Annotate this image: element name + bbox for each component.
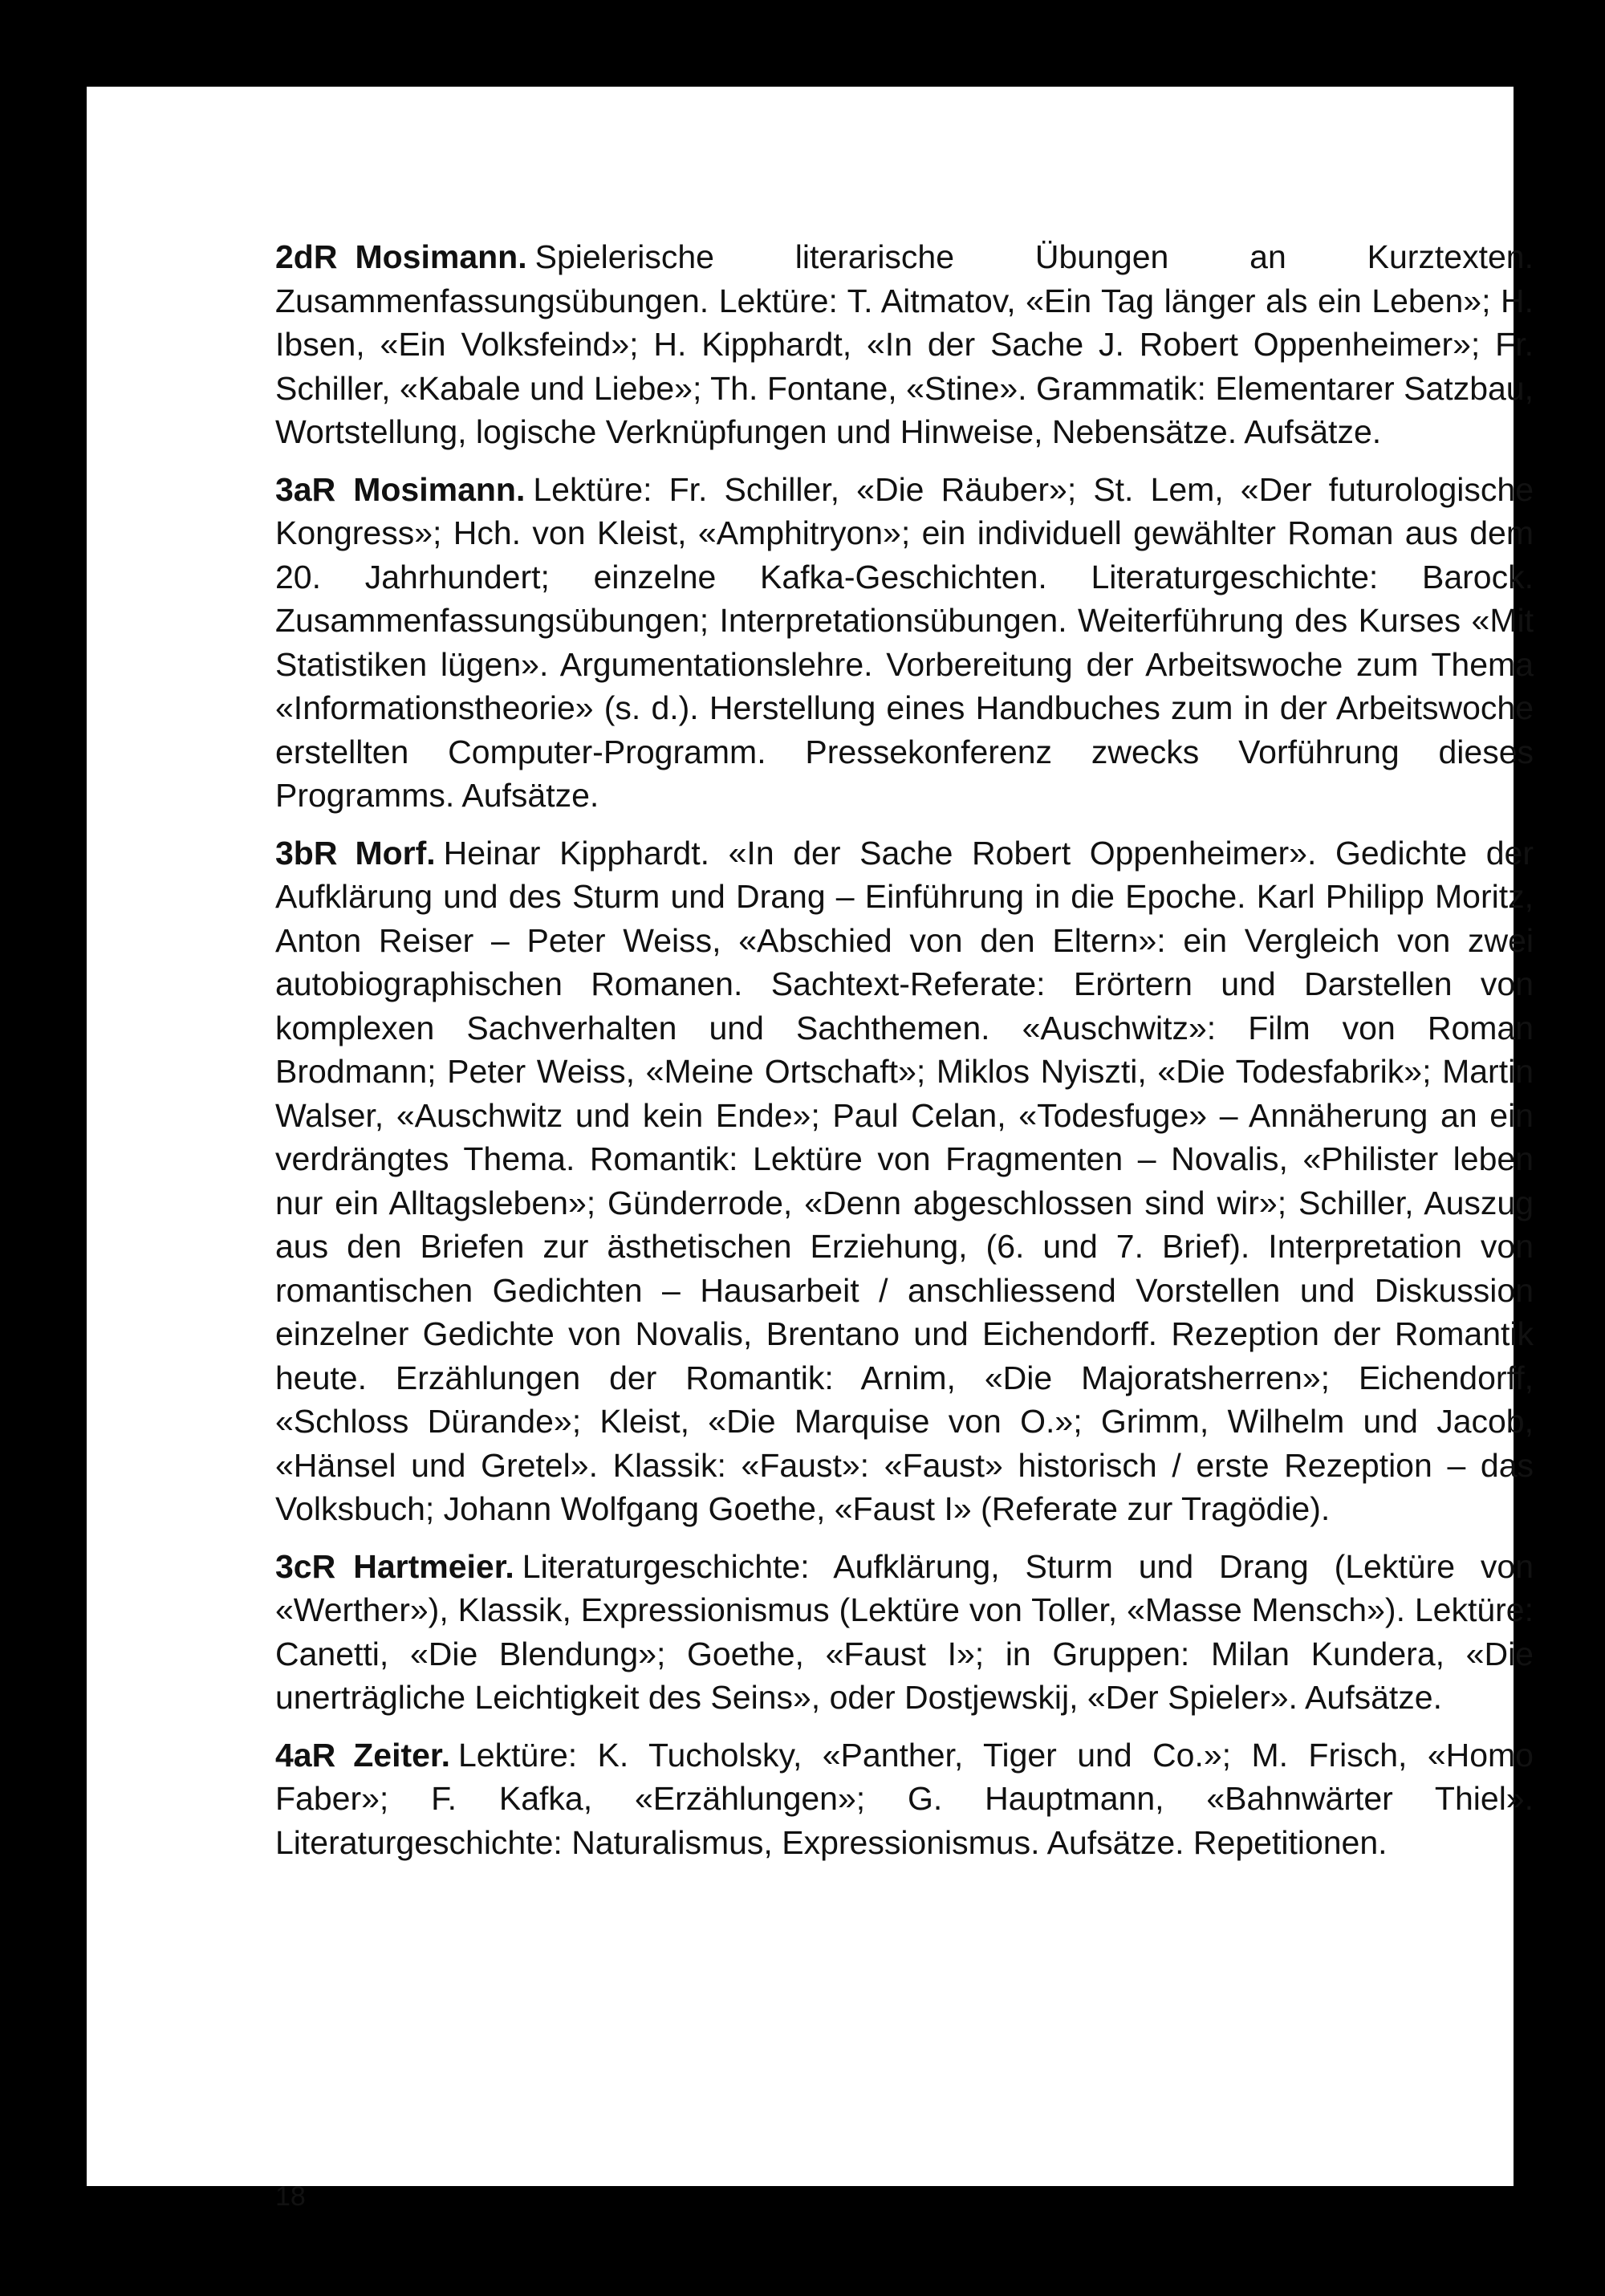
course-entry-3ar [275, 468, 1534, 818]
course-description: Spielerische literarische Übungen an Kurztexten. Zusammenfassungsübungen. Lektüre: T. Aitmatov, «Ein Tag länger als ein Leben»; H. Ibsen, «Ein Volksfeind»; H. Kipphardt, «In der Sache J. Robert Oppenheimer»; Fr. Schiller, «Kabale und Liebe»; Th. Fontane, «Stine». Grammatik: Elementarer Satzbau, Wortstellung, logische Verknüpfungen und Hinweise, Nebensätze. Aufsätze. [275, 238, 1534, 450]
course-description: Lektüre: Fr. Schiller, «Die Räuber»; St. Lem, «Der futurologische Kongress»; Hch. von Kleist, «Amphitryon»; ein individuell gewählter Roman aus dem 20. Jahrhundert; einzelne Kafka-Geschichten. Literaturgeschichte: Barock. Zusammenfassungsübungen; Interpretationsübungen. Weiterführung des Kurses «Mit Statistiken lügen». Argumentationslehre. Vorbereitung der Arbeitswoche zum Thema «Informationstheorie» (s. d.). Herstellung eines Handbuches zum in der Arbeitswoche erstellten Computer-Programm. Pressekonferenz zwecks Vorführung dieses Programms. Aufsätze. [275, 470, 1534, 814]
course-description: Lektüre: K. Tucholsky, «Panther, Tiger und Co.»; M. Frisch, «Homo Faber»; F. Kafka, «Erzählungen»; G. Hauptmann, «Bahnwärter Thiel». Literaturgeschichte: Naturalismus, Expressionismus. Aufsätze. Repetitionen. [275, 1736, 1534, 1861]
course-description: Literaturgeschichte: Aufklärung, Sturm und Drang (Lektüre von «Werther»), Klassik, Expressionismus (Lektüre von Toller, «Masse Mensch»). Lektüre: Canetti, «Die Blendung»; Goethe, «Faust I»; in Gruppen: Milan Kundera, «Die unerträgliche Leichtigkeit des Seins», oder Dostjewskij, «Der Spieler». Aufsätze. [275, 1547, 1534, 1716]
class-code: 3cR [275, 1547, 336, 1585]
class-code: 2dR [275, 238, 338, 275]
course-entry-4ar [275, 1733, 1534, 1865]
course-list [275, 235, 1534, 1878]
class-code: 3aR [275, 470, 336, 508]
teacher-name: Hartmeier. [353, 1547, 514, 1585]
class-code: 4aR [275, 1736, 336, 1774]
course-entry-2dr [275, 235, 1534, 454]
teacher-name: Mosimann. [353, 470, 526, 508]
course-description: Heinar Kipphardt. «In der Sache Robert Oppenheimer». Gedichte der Aufklärung und des Sturm und Drang – Einführung in die Epoche. Karl Philipp Moritz, Anton Reiser – Peter Weiss, «Abschied von den Eltern»: ein Vergleich von zwei autobiographischen Romanen. Sachtext-Referate: Erörtern und Darstellen von komplexen Sachverhalten und Sachthemen. «Auschwitz»: Film von Roman Brodmann; Peter Weiss, «Meine Ortschaft»; Miklos Nyiszti, «Die Todesfabrik»; Martin Walser, «Auschwitz und kein Ende»; Paul Celan, «Todesfuge» – Annäherung an ein verdrängtes Thema. Romantik: Lektüre von Fragmenten – Novalis, «Philister leben nur ein Alltagsleben»; Günderrode, «Denn abgeschlossen sind wir»; Schiller, Auszug aus den Briefen zur ästhetischen Erziehung, (6. und 7. Brief). Interpretation von romantischen Gedichten – Hausarbeit / anschliessend Vorstellen und Diskussion einzelner Gedichte von Novalis, Brentano und Eichendorff. Rezeption der Romantik heute. Erzählungen der Romantik: Arnim, «Die Majoratsherren»; Eichendorff, «Schloss Dürande»; Kleist, «Die Marquise von O.»; Grimm, Wilhelm und Jacob, «Hänsel und Gretel». Klassik: «Faust»: «Faust» historisch / erste Rezeption – das Volksbuch; Johann Wolfgang Goethe, «Faust I» (Referate zur Tragödie). [275, 834, 1534, 1527]
teacher-name: Mosimann. [355, 238, 527, 275]
document-page [87, 87, 1534, 2212]
class-code: 3bR [275, 834, 338, 872]
page-number: 18 [275, 2181, 306, 2212]
teacher-name: Morf. [355, 834, 436, 872]
course-entry-3br [275, 831, 1534, 1531]
teacher-name: Zeiter. [353, 1736, 450, 1774]
course-entry-3cr [275, 1545, 1534, 1720]
